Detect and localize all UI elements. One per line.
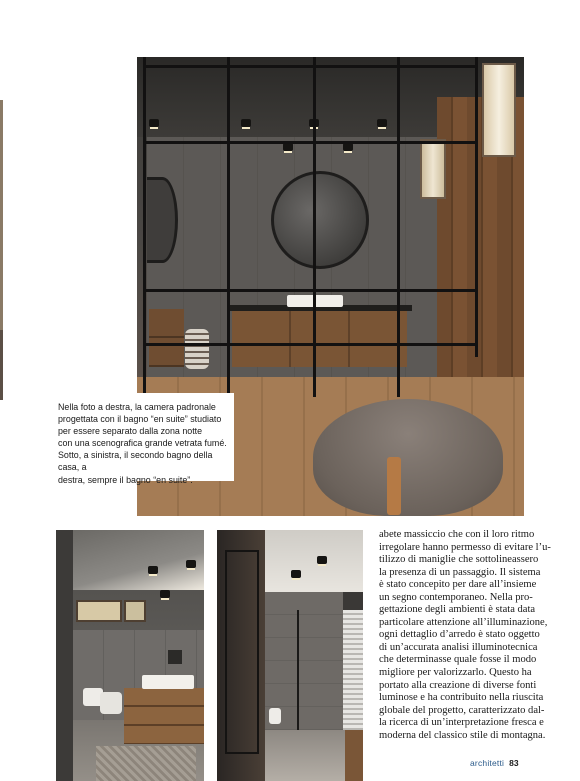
glass-frame-mullion xyxy=(397,57,400,397)
caption-line: destra, sempre il bagno “en suite”. xyxy=(58,474,193,485)
photo-window xyxy=(76,600,122,622)
body-line: gettazione degli ambienti è stata data xyxy=(379,604,536,616)
photo-spotlight xyxy=(377,119,387,127)
body-line: migliore per valorizzarlo. Questo ha xyxy=(379,667,532,679)
body-line: abete massiccio che con il loro ritmo xyxy=(379,529,535,540)
glass-frame-mullion xyxy=(227,57,230,397)
glass-frame-mullion xyxy=(475,57,478,357)
body-line: ogni dettaglio d’arredo è stato oggetto xyxy=(379,629,540,641)
body-line: la ricerca di un’interpretazione fresca e xyxy=(379,717,544,729)
photo-ceiling xyxy=(73,530,204,590)
photo-spotlight xyxy=(291,570,301,578)
glass-frame-transom xyxy=(143,141,478,144)
photo-lantern xyxy=(420,139,446,199)
photo-spotlight xyxy=(283,143,293,151)
body-line: tilizzo di maniglie che sottolineassero xyxy=(379,554,539,566)
glass-frame-transom xyxy=(143,289,478,292)
photo-pouf xyxy=(313,399,503,516)
photo-en-suite-shower xyxy=(217,530,363,781)
photo-toilet xyxy=(269,708,281,724)
photo-pouf-strap xyxy=(387,457,401,515)
photo-spotlight xyxy=(241,119,251,127)
body-line: globale del progetto, caratterizzato dal- xyxy=(379,704,545,716)
photo-second-bathroom xyxy=(56,530,204,781)
photo-cabinet xyxy=(345,730,363,781)
caption-line: per essere separato dalla zona notte xyxy=(58,426,203,437)
body-line: la presenza di un passaggio. Il sistema xyxy=(379,566,541,578)
body-line: è stato concepito per dare all’insieme xyxy=(379,579,537,591)
photo-spotlight xyxy=(160,590,170,598)
photo-spotlight xyxy=(186,560,196,568)
photo-round-mirror xyxy=(271,171,369,269)
photo-caption xyxy=(50,393,234,485)
photo-spotlight xyxy=(343,143,353,151)
photo-lantern xyxy=(482,63,516,157)
glass-frame-transom xyxy=(143,343,478,346)
photo-bidet xyxy=(100,692,122,714)
photo-vanity xyxy=(124,688,204,744)
caption-line: progettata con il bagno “en suite” studiato xyxy=(58,414,222,425)
glass-frame-mullion xyxy=(143,57,146,397)
glass-frame-mullion xyxy=(313,57,316,397)
page-footer xyxy=(470,758,560,768)
photo-window xyxy=(124,600,146,622)
photo-stool xyxy=(185,329,209,369)
body-line: che determinasse quale fosse il modo xyxy=(379,654,537,666)
body-line: un segno contemporaneo. Nella pro- xyxy=(379,591,533,603)
body-line: moderna del classico stile di montagna. xyxy=(379,729,546,741)
body-line: luminose e ha contribuito nella riuscita xyxy=(379,692,544,704)
photo-shower-glass xyxy=(297,610,299,735)
body-line: particolare attenzione all’illuminazione, xyxy=(379,616,548,628)
photo-spotlight xyxy=(149,119,159,127)
caption-line: Sotto, a sinistra, il secondo bagno della casa, a xyxy=(58,450,213,473)
photo-ceiling xyxy=(265,530,363,592)
photo-spotlight xyxy=(148,566,158,574)
photo-side-cabinet xyxy=(149,309,184,367)
magazine-name: architetti xyxy=(470,758,505,768)
glass-frame-transom xyxy=(143,65,478,68)
photo-basin xyxy=(142,675,194,689)
facing-page-edge xyxy=(0,330,3,400)
caption-line: Nella foto a destra, la camera padronale xyxy=(58,402,216,412)
article-body xyxy=(379,529,557,742)
photo-spotlight xyxy=(317,556,327,564)
photo-vanity xyxy=(232,309,407,367)
body-line: di un’accurata analisi illuminotecnica xyxy=(379,641,538,653)
caption-line: con una scenografica grande vetrata fumé. xyxy=(58,438,227,449)
photo-glass-door xyxy=(225,550,259,754)
photo-wall-niche xyxy=(168,650,182,664)
photo-rug xyxy=(96,746,196,781)
photo-wall xyxy=(56,530,73,781)
photo-side-mirror xyxy=(147,177,178,263)
body-line: portato alla creazione di diverse fonti xyxy=(379,679,537,691)
body-line: irregolare hanno permesso di evitare l’u- xyxy=(379,541,551,553)
page-number: 83 xyxy=(509,758,519,768)
photo-towel-radiator xyxy=(343,610,363,730)
